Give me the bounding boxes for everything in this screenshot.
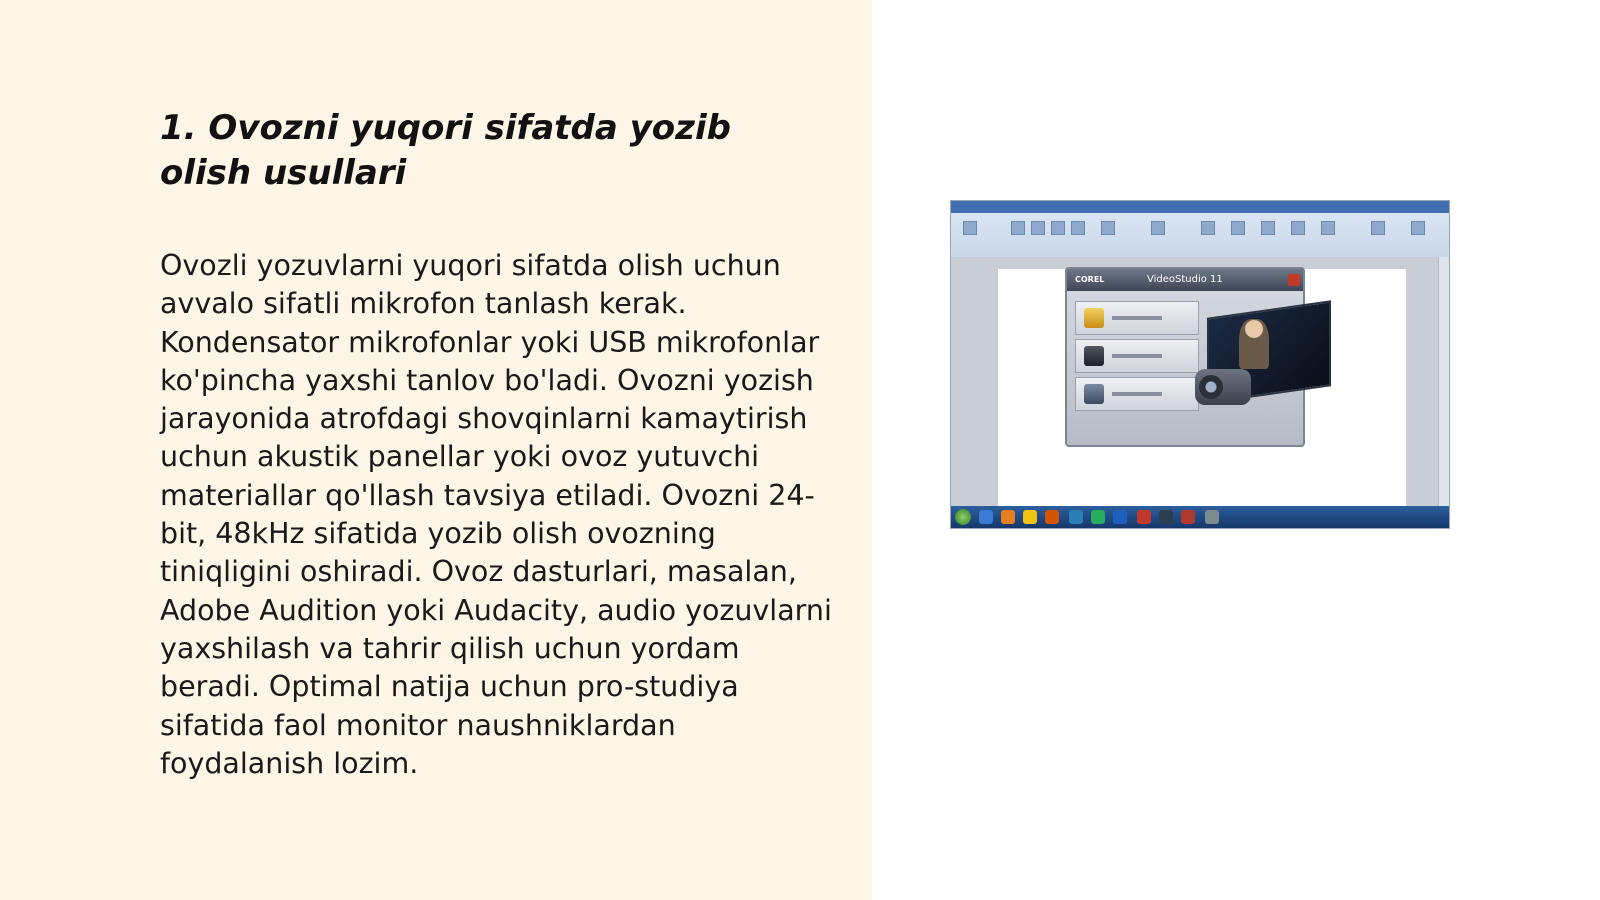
camcorder-lens-icon bbox=[1199, 375, 1223, 399]
ribbon-button-icon bbox=[1031, 221, 1045, 235]
app-brand-label: COREL bbox=[1075, 275, 1105, 284]
dancer-graphic-icon bbox=[1239, 319, 1269, 369]
ribbon-button-icon bbox=[1151, 221, 1165, 235]
ribbon-button-icon bbox=[1201, 221, 1215, 235]
taskbar-app-icon bbox=[1137, 510, 1151, 524]
ribbon-button-icon bbox=[1231, 221, 1245, 235]
taskbar-app-icon bbox=[1091, 510, 1105, 524]
taskbar-word-icon bbox=[1113, 510, 1127, 524]
pen-icon bbox=[1084, 308, 1104, 328]
ribbon-button-icon bbox=[1291, 221, 1305, 235]
menu-item-text-line bbox=[1112, 316, 1162, 320]
clapperboard-icon bbox=[1084, 346, 1104, 366]
camera-icon bbox=[1084, 384, 1104, 404]
ribbon-button-icon bbox=[1101, 221, 1115, 235]
close-icon bbox=[1288, 274, 1300, 286]
ribbon-button-icon bbox=[1071, 221, 1085, 235]
ribbon-tabs bbox=[951, 201, 1449, 213]
videostudio-window bbox=[1065, 267, 1305, 447]
menu-item-text-line bbox=[1112, 354, 1162, 358]
menu-item-editor bbox=[1075, 301, 1199, 335]
camcorder-graphic-icon bbox=[1195, 369, 1251, 405]
taskbar-app-icon bbox=[1181, 510, 1195, 524]
start-button-icon bbox=[955, 509, 971, 525]
taskbar-app-icon bbox=[979, 510, 993, 524]
ribbon-button-icon bbox=[1261, 221, 1275, 235]
slide-heading: 1. Ovozni yuqori sifatda yozib olish usullari bbox=[160, 108, 731, 193]
taskbar-app-icon bbox=[1001, 510, 1015, 524]
menu-item-dv-to-dvd bbox=[1075, 377, 1199, 411]
windows-taskbar bbox=[951, 506, 1449, 528]
ribbon-button-icon bbox=[1411, 221, 1425, 235]
slide-body-text: Ovozli yozuvlarni yuqori sifatda olish uchun avvalo sifatli mikrofon tanlash kerak. Kondensator mikrofonlar yoki USB mikrofonlar ko'pincha yaxshi tanlov bo'ladi. Ovozni yozish jarayonida atrofdagi shovqinlarni kamaytirish uchun akustik panellar yoki ovoz yutuvchi materiallar qo'llash tavsiya etiladi. Ovozni 24-bit, 48kHz sifatida yozib olish ovozning tiniqligini oshiradi. Ovoz dasturlari, masalan, Adobe Audition yoki Audacity, audio yozuvlarni yaxshilash va tahrir qilish uchun yordam beradi. Optimal natija uchun pro-studiya sifatida faol monitor naushniklardan foydalanish lozim. bbox=[160, 249, 832, 780]
word-ribbon bbox=[951, 201, 1449, 258]
vertical-scrollbar bbox=[1438, 257, 1449, 506]
menu-item-movie-wizard bbox=[1075, 339, 1199, 373]
ribbon-button-icon bbox=[1011, 221, 1025, 235]
ribbon-button-icon bbox=[1371, 221, 1385, 235]
taskbar-app-icon bbox=[1159, 510, 1173, 524]
software-screenshot bbox=[950, 200, 1450, 529]
menu-item-text-line bbox=[1112, 392, 1162, 396]
ribbon-button-icon bbox=[1321, 221, 1335, 235]
taskbar-app-icon bbox=[1045, 510, 1059, 524]
ribbon-button-icon bbox=[963, 221, 977, 235]
app-title-label: VideoStudio 11 bbox=[1147, 274, 1223, 285]
videostudio-titlebar bbox=[1067, 269, 1303, 291]
taskbar-app-icon bbox=[1069, 510, 1083, 524]
ribbon-button-icon bbox=[1051, 221, 1065, 235]
taskbar-app-icon bbox=[1205, 510, 1219, 524]
taskbar-folder-icon bbox=[1023, 510, 1037, 524]
